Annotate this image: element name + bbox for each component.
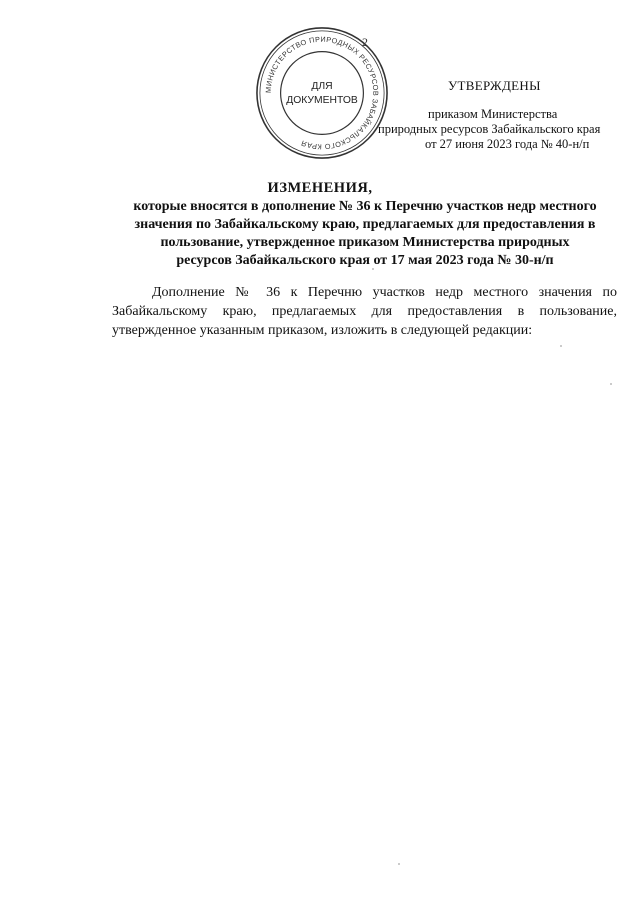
document-subtitle (110, 198, 620, 270)
official-stamp (253, 24, 391, 162)
scan-speck (372, 268, 374, 270)
scan-speck (560, 345, 562, 347)
subtitle-line: ресурсов Забайкальского края от 17 мая 2023 года № 30-н/п (176, 253, 554, 268)
body-paragraph: Дополнение № 36 к Перечню участков недр местного значения по Забайкальскому краю, предлагаемых для предоставления в пользование, утвержденное указанным приказом, изложить в следующей редакции: (112, 285, 617, 338)
stamp-inner-line2: ДОКУМЕНТОВ (286, 94, 358, 106)
approval-line-3: от 27 июня 2023 года № 40-н/п (425, 137, 590, 151)
stamp-ring-text: МИНИСТЕРСТВО ПРИРОДНЫХ РЕСУРСОВ ЗАБАЙКАЛЬСКОГО КРАЯ (263, 34, 381, 152)
approval-line-2: природных ресурсов Забайкальского края (378, 122, 601, 136)
subtitle-line: пользование, утвержденное приказом Министерства природных (160, 235, 570, 250)
scan-speck (610, 383, 612, 385)
subtitle-line: значения по Забайкальскому краю, предлагаемых для предоставления в (134, 217, 596, 232)
subtitle-line: которые вносятся в дополнение № 36 к Перечню участков недр местного (133, 199, 597, 214)
document-title: ИЗМЕНЕНИЯ, (267, 180, 373, 196)
approval-title: УТВЕРЖДЕНЫ (448, 78, 541, 93)
page-number: 2 (362, 35, 368, 49)
stamp-inner-line1: ДЛЯ (311, 81, 333, 93)
approval-line-1: приказом Министерства (428, 107, 558, 121)
scan-speck (398, 863, 400, 865)
